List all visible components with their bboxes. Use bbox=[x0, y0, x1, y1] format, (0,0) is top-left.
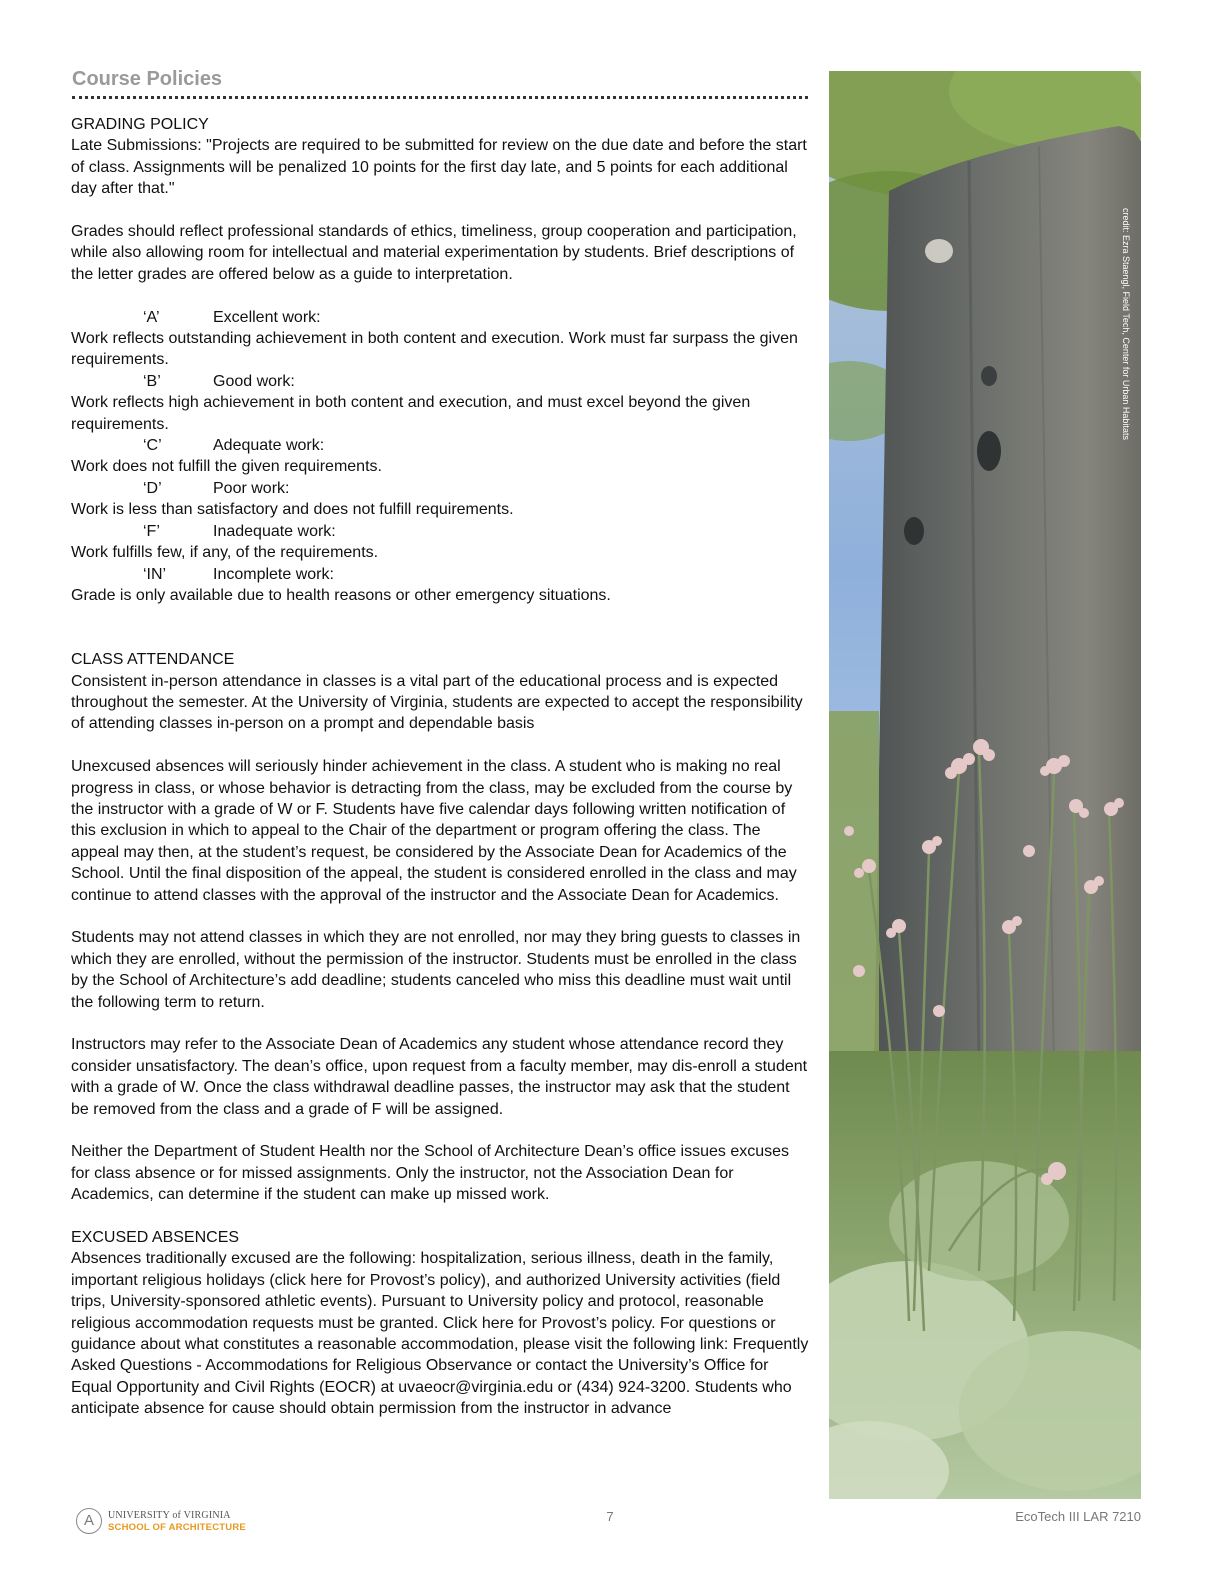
grade-label: Incomplete work: bbox=[213, 565, 334, 583]
attendance-paragraph: Unexcused absences will seriously hinder achievement in the class. A student who is making no real progress in class, or whose behavior is detracting from the class, may be excluded from the course by the instructor with a grade of W or F. Students have five calendar days following written notification of this exclusion in which to appeal to the Chair of the department or program offering the class. The appeal may then, at the student’s request, be considered by the Associate Dean for Academics of the School. Until the final disposition of the appeal, the student is considered enrolled in the class and may continue to attend classes with the approval of the instructor and the Associate Dean for Academics. bbox=[71, 758, 797, 904]
logo-a-icon: A bbox=[76, 1508, 102, 1534]
course-code: EcoTech III LAR 7210 bbox=[1015, 1509, 1141, 1524]
policy-content bbox=[71, 114, 811, 1420]
grade-label: Poor work: bbox=[213, 479, 290, 497]
grade-description: Work reflects high achievement in both content and execution, and must excel beyond the given requirements. bbox=[71, 394, 751, 433]
grade-item bbox=[71, 371, 811, 392]
grade-list bbox=[71, 307, 811, 607]
excused-heading: EXCUSED ABSENCES bbox=[71, 1229, 240, 1246]
grade-letter: ‘A’ bbox=[143, 308, 160, 326]
page-title: Course Policies bbox=[72, 68, 223, 90]
attendance-paragraph: Instructors may refer to the Associate Dean of Academics any student whose attendance record they consider unsatisfactory. The dean’s office, upon request from a faculty member, may dis-enroll a student with a grade of W. Once the class withdrawal deadline passes, the instructor may ask that the student be removed from the class and a grade of F will be assigned. bbox=[71, 1036, 808, 1118]
grade-letter: ‘B’ bbox=[143, 372, 161, 390]
attendance-paragraph: Neither the Department of Student Health nor the School of Architecture Dean’s office issues excuses for class absence or for missed assignments. Only the instructor, not the Association Dean for Academics, can determine if the student can make up missed work. bbox=[71, 1143, 790, 1204]
attendance-paragraph: Consistent in-person attendance in classes is a vital part of the educational process and is expected throughout the semester. At the University of Virginia, students are expected to accept the responsibility of attending classes in-person on a prompt and dependable basis bbox=[71, 672, 803, 733]
grade-description: Work fulfills few, if any, of the requirements. bbox=[71, 544, 379, 562]
grade-item bbox=[71, 307, 811, 328]
logo-school-name: SCHOOL OF ARCHITECTURE bbox=[108, 1522, 246, 1533]
grade-label: Adequate work: bbox=[213, 437, 325, 455]
grade-description: Work is less than satisfactory and does not fulfill requirements. bbox=[71, 501, 514, 519]
attendance-paragraph: Students may not attend classes in which they are not enrolled, nor may they bring guests to classes in which they are enrolled, without the permission of the instructor. Students must be enrolled in the class by the School of Architecture’s add deadline; students canceled who miss this deadline must wait until the following term to return. bbox=[71, 929, 801, 1011]
grade-label: Inadequate work: bbox=[213, 522, 336, 540]
grade-item bbox=[71, 564, 811, 585]
nature-photo bbox=[829, 71, 1141, 1499]
logo-university-name: UNIVERSITY of VIRGINIA bbox=[108, 1510, 231, 1521]
grade-item bbox=[71, 478, 811, 499]
excused-paragraph: Absences traditionally excused are the following: hospitalization, serious illness, death in the family, important religious holidays (click here for Provost’s policy), and authorized University activities (field trips, University-sponsored athletic events). Pursuant to University policy and protocol, reasonable religious accommodation requests must be granted. Click here for Provost’s policy. For questions or guidance about what constitutes a reasonable accommodation, please visit the following link: Frequently Asked Questions - Accommodations for Religious Observance or contact the University’s Office for Equal Opportunity and Civil Rights (EOCR) at uvaeocr@virginia.edu or (434) 924-3200. Students who anticipate absence for cause should obtain permission from the instructor in advance bbox=[71, 1250, 809, 1418]
grade-description: Grade is only available due to health reasons or other emergency situations. bbox=[71, 586, 611, 604]
page-number: 7 bbox=[606, 1509, 614, 1524]
university-logo bbox=[76, 1507, 246, 1539]
dotted-divider bbox=[72, 96, 808, 99]
grade-letter: ‘F’ bbox=[143, 522, 160, 540]
grade-letter: ‘C’ bbox=[143, 437, 162, 455]
grade-label: Good work: bbox=[213, 372, 295, 390]
photo-credit: credit: Ezra Staengl, Field Tech, Center for Urban Habitats bbox=[1121, 208, 1131, 440]
attendance-heading: CLASS ATTENDANCE bbox=[71, 651, 235, 669]
grading-intro-text: Grades should reflect professional standards of ethics, timeliness, group cooperation and participation, while also allowing room for intellectual and material experimentation by students. Brief descriptions of the letter grades are offered below as a guide to interpretation. bbox=[71, 223, 797, 283]
grade-letter: ‘IN’ bbox=[143, 565, 167, 583]
grade-label: Excellent work: bbox=[213, 308, 321, 326]
grade-letter: ‘D’ bbox=[143, 479, 162, 497]
late-submissions-text: Late Submissions: "Projects are required to be submitted for review on the due date and before the start of class. Assignments will be penalized 10 points for the first day late, and 5 points for each additional day after that." bbox=[71, 137, 807, 198]
grade-description: Work reflects outstanding achievement in both content and execution. Work must far surpass the given requirements. bbox=[71, 330, 798, 369]
grade-item bbox=[71, 521, 811, 542]
grade-description: Work does not fulfill the given requirements. bbox=[71, 458, 382, 476]
grading-heading: GRADING POLICY bbox=[71, 116, 209, 133]
grade-item bbox=[71, 435, 811, 456]
